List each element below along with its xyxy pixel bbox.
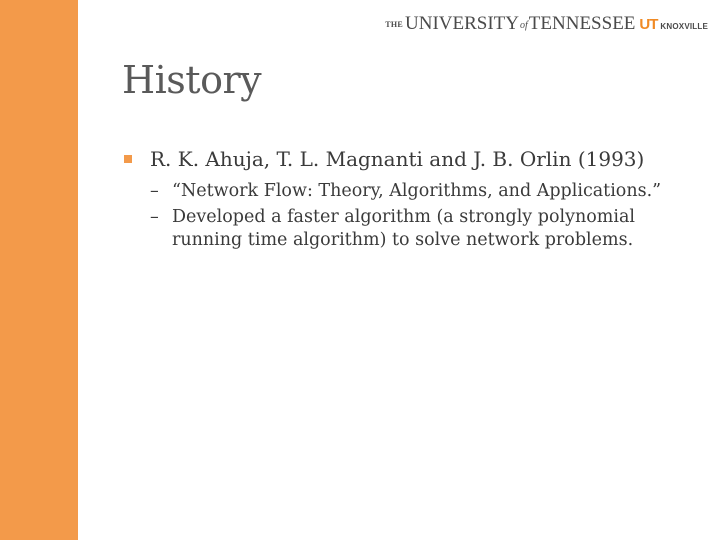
logo-the: THE	[385, 20, 404, 29]
logo-university: UNIVERSITY	[405, 13, 520, 34]
sub-bullet-item	[150, 206, 697, 252]
sub-bullet-item	[150, 180, 697, 203]
dash-marker: –	[150, 181, 159, 201]
university-logo	[385, 14, 708, 33]
sub-bullet-text: Developed a faster algorithm (a strongly polynomial running time algorithm) to solve network problems.	[172, 207, 635, 250]
bullet-item	[122, 144, 697, 174]
dash-marker: –	[150, 207, 159, 227]
bullet-text: R. K. Ahuja, T. L. Magnanti and J. B. Orlin (1993)	[150, 147, 645, 171]
logo-of: of	[520, 20, 528, 31]
left-accent-band	[0, 0, 78, 540]
slide-content	[122, 144, 697, 255]
slide-title: History	[122, 58, 262, 102]
logo-knoxville: KNOXVILLE	[660, 22, 708, 31]
logo-tennessee: TENNESSEE	[528, 13, 636, 34]
square-bullet-icon	[124, 155, 132, 163]
sub-bullet-list	[122, 180, 697, 252]
sub-bullet-text: “Network Flow: Theory, Algorithms, and Applications.”	[172, 181, 662, 201]
logo-ut-mark: UT	[639, 16, 658, 33]
